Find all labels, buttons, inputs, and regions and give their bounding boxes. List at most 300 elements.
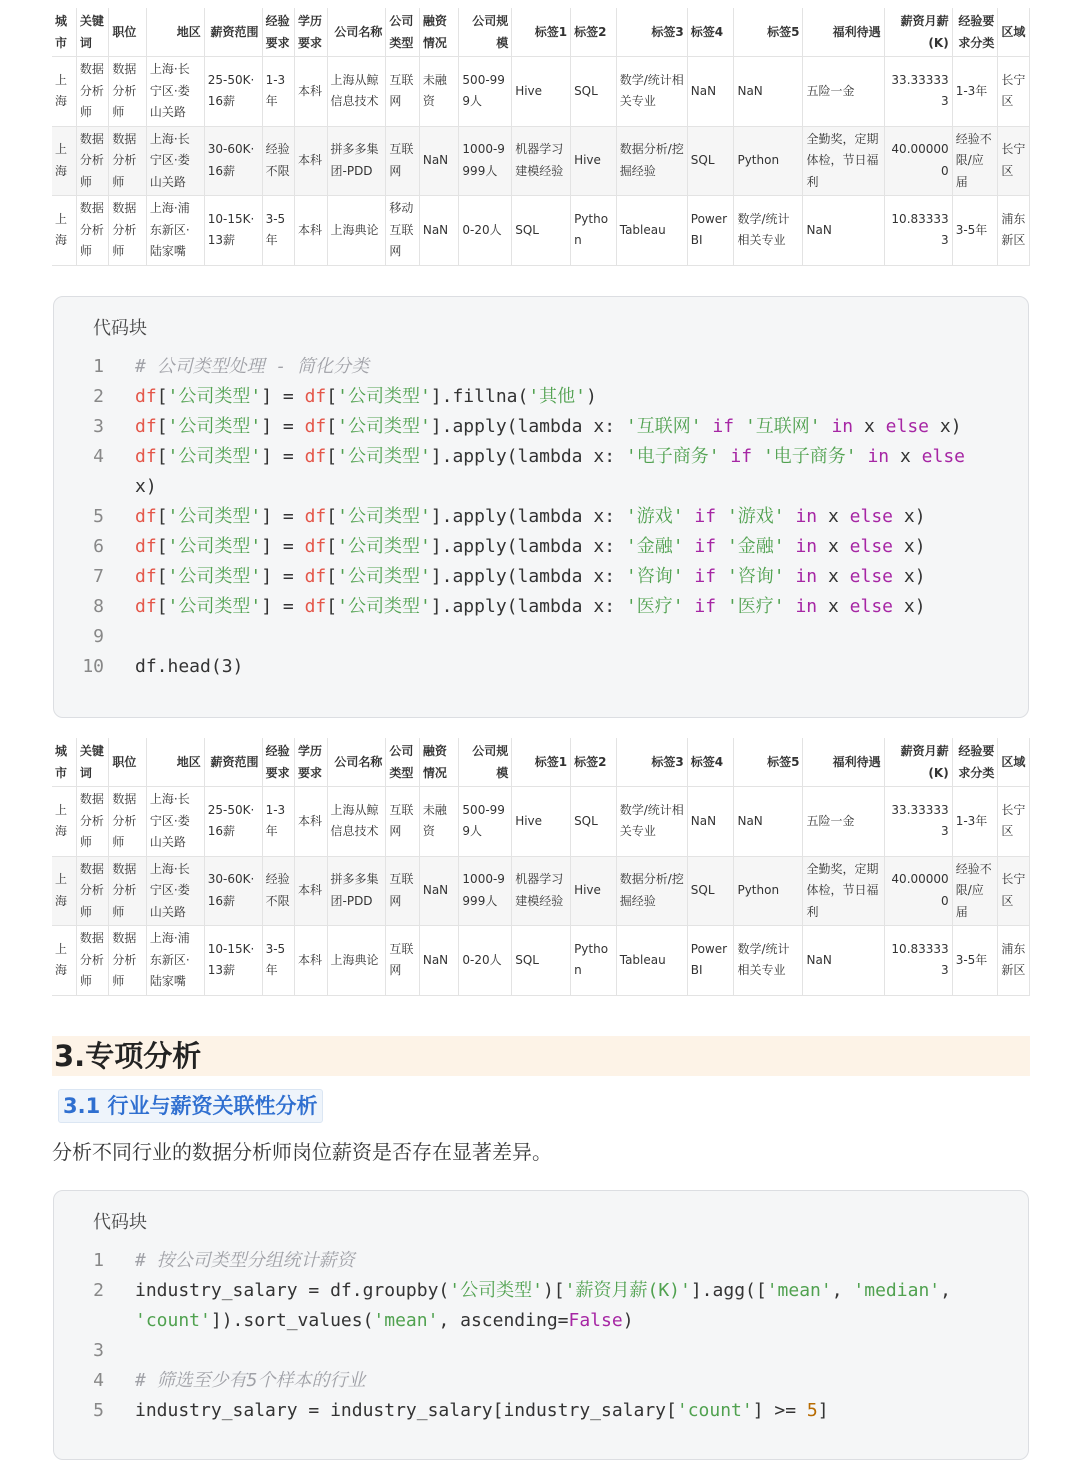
code-block-company-type bbox=[53, 296, 1029, 718]
code-line bbox=[54, 1246, 1028, 1276]
code-token: ].apply(lambda x: bbox=[430, 596, 626, 617]
code-token: '其他' bbox=[528, 386, 587, 407]
table-cell: 互联网 bbox=[386, 856, 419, 926]
table-cell: 40.000000 bbox=[884, 856, 952, 926]
code-token bbox=[785, 506, 796, 527]
code-token: in bbox=[795, 506, 818, 527]
code-token: x) bbox=[135, 446, 976, 497]
table-cell: NaN bbox=[687, 787, 734, 857]
table-cell: 全勤奖，定期体检，节日福利 bbox=[803, 126, 884, 196]
code-token bbox=[684, 506, 695, 527]
dataframe-table-2 bbox=[52, 738, 1030, 996]
table-cell: 33.333333 bbox=[884, 57, 952, 127]
code-token: ] = bbox=[261, 596, 305, 617]
table-cell: 30-60K·16薪 bbox=[204, 126, 262, 196]
code-token: ] = bbox=[261, 446, 305, 467]
table-cell: 互联网 bbox=[386, 126, 419, 196]
column-header: 标签1 bbox=[512, 738, 571, 787]
table-row bbox=[52, 787, 1030, 857]
table-cell: 本科 bbox=[295, 856, 327, 926]
code-token: 'count' bbox=[135, 1310, 211, 1331]
table-cell: 40.000000 bbox=[884, 126, 952, 196]
line-number: 9 bbox=[93, 626, 104, 647]
code-token: ].apply(lambda x: bbox=[430, 566, 626, 587]
table-cell: 经验不限/应届 bbox=[952, 126, 998, 196]
table-cell: 1-3年 bbox=[952, 57, 998, 127]
line-number: 1 bbox=[93, 1250, 104, 1271]
table-cell: SQL bbox=[512, 926, 571, 996]
code-token: x bbox=[853, 416, 886, 437]
code-token: , bbox=[831, 1280, 854, 1301]
code-text bbox=[135, 622, 995, 652]
code-token: '公司类型' bbox=[167, 386, 262, 407]
code-token: df bbox=[135, 386, 157, 407]
table-cell: 长宁区 bbox=[998, 787, 1030, 857]
column-header: 薪资月薪(K) bbox=[884, 8, 952, 57]
table-cell: 上海 bbox=[52, 57, 76, 127]
line-number: 2 bbox=[93, 1280, 104, 1301]
code-token: [ bbox=[326, 386, 338, 407]
code-token: '公司类型' bbox=[167, 506, 262, 527]
code-text bbox=[135, 562, 995, 592]
code-token: '公司类型' bbox=[337, 506, 431, 527]
code-token: else bbox=[921, 446, 966, 467]
table-cell: 上海 bbox=[52, 926, 76, 996]
code-token: if bbox=[694, 596, 717, 617]
dataframe-table-1 bbox=[52, 8, 1030, 266]
code-token: 'mean' bbox=[373, 1310, 439, 1331]
table-cell: 经验不限 bbox=[262, 126, 294, 196]
line-number: 5 bbox=[93, 1400, 104, 1421]
code-token bbox=[716, 536, 727, 557]
code-text bbox=[135, 532, 995, 562]
code-token: [ bbox=[156, 536, 168, 557]
code-token: in bbox=[795, 566, 818, 587]
code-token: '游戏' bbox=[625, 506, 684, 527]
table-cell: 上海典论 bbox=[327, 196, 386, 266]
table-cell: SQL bbox=[571, 787, 617, 857]
column-header: 经验要求 bbox=[262, 8, 294, 57]
line-number: 3 bbox=[93, 416, 104, 437]
table-cell: 互联网 bbox=[386, 57, 419, 127]
code-token: df bbox=[135, 566, 157, 587]
table-cell: 经验不限/应届 bbox=[952, 856, 998, 926]
code-token bbox=[684, 566, 695, 587]
table-cell: 数据分析师 bbox=[109, 57, 147, 127]
line-number: 3 bbox=[93, 1340, 104, 1361]
table-cell: 500-999人 bbox=[459, 57, 512, 127]
table-cell: 3-5年 bbox=[952, 926, 998, 996]
code-token: # 筛选至少有5个样本的行业 bbox=[135, 1370, 366, 1391]
code-text bbox=[135, 1366, 995, 1396]
table-row bbox=[52, 57, 1030, 127]
code-token: 'mean' bbox=[766, 1280, 832, 1301]
code-token: x) bbox=[893, 566, 926, 587]
table-cell: NaN bbox=[687, 57, 734, 127]
code-token: ] bbox=[817, 1400, 829, 1421]
column-header: 经验要求分类 bbox=[952, 738, 998, 787]
code-token: else bbox=[849, 506, 894, 527]
code-token: df bbox=[135, 446, 157, 467]
table-cell: 未融资 bbox=[419, 787, 459, 857]
table-row bbox=[52, 126, 1030, 196]
table-cell: 上海 bbox=[52, 196, 76, 266]
table-cell: 30-60K·16薪 bbox=[204, 856, 262, 926]
code-token: [ bbox=[326, 536, 338, 557]
code-line bbox=[54, 1336, 1028, 1366]
code-line bbox=[54, 1276, 1028, 1336]
table-cell: 全勤奖，定期体检，节日福利 bbox=[803, 856, 884, 926]
column-header: 融资情况 bbox=[419, 738, 459, 787]
code-token: '咨询' bbox=[726, 566, 785, 587]
code-text bbox=[135, 382, 995, 412]
code-token: '公司类型' bbox=[449, 1280, 543, 1301]
table-cell: 机器学习建模经验 bbox=[512, 126, 571, 196]
code-token: '薪资月薪(K)' bbox=[564, 1280, 691, 1301]
code-token: [ bbox=[156, 446, 168, 467]
code-token: in bbox=[831, 416, 854, 437]
column-header: 关键词 bbox=[76, 738, 108, 787]
code-token: ].apply(lambda x: bbox=[430, 536, 626, 557]
code-token: '公司类型' bbox=[337, 536, 431, 557]
code-token bbox=[716, 596, 727, 617]
code-token: , ascending= bbox=[438, 1310, 569, 1331]
code-token: '咨询' bbox=[625, 566, 684, 587]
code-block-title: 代码块 bbox=[93, 1212, 147, 1233]
column-header: 经验要求 bbox=[262, 738, 294, 787]
code-token: '公司类型' bbox=[337, 416, 431, 437]
code-token: ] = bbox=[261, 506, 305, 527]
code-token: ].apply(lambda x: bbox=[430, 506, 626, 527]
code-token: x) bbox=[929, 416, 962, 437]
code-token: # 按公司类型分组统计薪资 bbox=[135, 1250, 355, 1271]
table-cell: SQL bbox=[687, 856, 734, 926]
table-cell: Python bbox=[571, 926, 617, 996]
table-cell: 本科 bbox=[295, 57, 327, 127]
code-token: '公司类型' bbox=[167, 596, 262, 617]
code-token: '公司类型' bbox=[337, 446, 431, 467]
code-text bbox=[135, 412, 995, 442]
code-token: '公司类型' bbox=[167, 566, 262, 587]
code-text bbox=[135, 592, 995, 622]
code-token: ] = bbox=[261, 416, 305, 437]
table-cell: 移动互联网 bbox=[386, 196, 419, 266]
table-cell: 上海从鲸信息技术 bbox=[327, 57, 386, 127]
code-token: else bbox=[849, 566, 894, 587]
code-token: '公司类型' bbox=[337, 386, 431, 407]
table-cell: 数据分析师 bbox=[109, 926, 147, 996]
table-cell: 25-50K·16薪 bbox=[204, 57, 262, 127]
code-token: , bbox=[940, 1280, 962, 1301]
code-token bbox=[857, 446, 868, 467]
table-cell: SQL bbox=[512, 196, 571, 266]
table-cell: 互联网 bbox=[386, 926, 419, 996]
code-token: '金融' bbox=[625, 536, 684, 557]
table-cell: 数据分析师 bbox=[109, 856, 147, 926]
code-token bbox=[785, 596, 796, 617]
table-cell: Hive bbox=[571, 856, 617, 926]
code-token bbox=[720, 446, 731, 467]
table-row bbox=[52, 856, 1030, 926]
line-number: 5 bbox=[93, 506, 104, 527]
code-token: '公司类型' bbox=[167, 446, 262, 467]
column-header: 标签5 bbox=[734, 8, 803, 57]
code-text bbox=[135, 502, 995, 532]
code-token: df bbox=[304, 506, 327, 527]
code-line bbox=[54, 652, 1028, 682]
code-token: if bbox=[730, 446, 753, 467]
code-token: x bbox=[817, 596, 850, 617]
column-header: 区域 bbox=[998, 8, 1030, 57]
sub-heading: 3.1 行业与薪资关联性分析 bbox=[58, 1089, 323, 1123]
code-token: [ bbox=[326, 506, 338, 527]
table-cell: Power BI bbox=[687, 926, 734, 996]
line-number: 10 bbox=[82, 656, 104, 677]
table-cell: 拼多多集团-PDD bbox=[327, 856, 386, 926]
table-cell: SQL bbox=[687, 126, 734, 196]
table-cell: Python bbox=[734, 126, 803, 196]
table-cell: 长宁区 bbox=[998, 57, 1030, 127]
code-token: x) bbox=[893, 536, 926, 557]
column-header: 公司规模 bbox=[459, 738, 512, 787]
table-cell: 数据分析师 bbox=[109, 787, 147, 857]
code-token: x bbox=[817, 506, 850, 527]
table-cell: 上海·浦东新区·陆家嘴 bbox=[146, 926, 204, 996]
code-token: ] = bbox=[261, 566, 305, 587]
table-cell: 1-3年 bbox=[262, 787, 294, 857]
table-cell: 数学/统计相关专业 bbox=[616, 787, 687, 857]
code-token: 'median' bbox=[853, 1280, 941, 1301]
code-token: ]).sort_values( bbox=[210, 1310, 374, 1331]
table-cell: NaN bbox=[734, 787, 803, 857]
code-token: '游戏' bbox=[726, 506, 785, 527]
table-cell: 浦东新区 bbox=[998, 926, 1030, 996]
table-cell: 33.333333 bbox=[884, 787, 952, 857]
table-cell: 上海 bbox=[52, 856, 76, 926]
table-cell: NaN bbox=[803, 196, 884, 266]
table-cell: 数据分析师 bbox=[109, 126, 147, 196]
table-cell: 3-5年 bbox=[952, 196, 998, 266]
code-token: '医疗' bbox=[726, 596, 785, 617]
code-token: ].apply(lambda x: bbox=[430, 416, 626, 437]
column-header: 经验要求分类 bbox=[952, 8, 998, 57]
code-token: ) bbox=[586, 386, 597, 407]
table-cell: NaN bbox=[734, 57, 803, 127]
code-token: df.head(3) bbox=[135, 656, 244, 677]
column-header: 标签4 bbox=[687, 8, 734, 57]
code-token: 'count' bbox=[676, 1400, 753, 1421]
table-cell: 上海·长宁区·娄山关路 bbox=[146, 856, 204, 926]
table-cell: Hive bbox=[512, 57, 571, 127]
code-token: x bbox=[889, 446, 922, 467]
code-token: '医疗' bbox=[625, 596, 684, 617]
table-cell: 本科 bbox=[295, 196, 327, 266]
table-cell: 3-5年 bbox=[262, 926, 294, 996]
column-header: 薪资范围 bbox=[204, 8, 262, 57]
table-cell: 经验不限 bbox=[262, 856, 294, 926]
table-cell: 0-20人 bbox=[459, 196, 512, 266]
column-header: 职位 bbox=[109, 8, 147, 57]
line-number: 7 bbox=[93, 566, 104, 587]
table-cell: 1-3年 bbox=[262, 57, 294, 127]
code-token: x) bbox=[893, 596, 926, 617]
table-cell: 数学/统计相关专业 bbox=[734, 196, 803, 266]
code-token: ] = bbox=[261, 386, 305, 407]
code-token: df bbox=[304, 416, 327, 437]
code-token: df bbox=[304, 386, 327, 407]
column-header: 区域 bbox=[998, 738, 1030, 787]
table-cell: 3-5年 bbox=[262, 196, 294, 266]
column-header: 标签3 bbox=[616, 8, 687, 57]
code-token: df bbox=[135, 416, 157, 437]
code-block-industry-salary bbox=[53, 1190, 1029, 1460]
code-text bbox=[135, 1276, 995, 1336]
table-cell: 未融资 bbox=[419, 57, 459, 127]
code-token: '公司类型' bbox=[337, 566, 431, 587]
code-text bbox=[135, 1396, 995, 1426]
code-token: df bbox=[304, 536, 327, 557]
code-token: '金融' bbox=[726, 536, 785, 557]
column-header: 职位 bbox=[109, 738, 147, 787]
table-cell: 本科 bbox=[295, 787, 327, 857]
column-header: 城市 bbox=[52, 738, 76, 787]
code-token: '互联网' bbox=[744, 416, 821, 437]
table-cell: 10.833333 bbox=[884, 196, 952, 266]
code-token: 5 bbox=[806, 1400, 818, 1421]
code-token: [ bbox=[156, 386, 168, 407]
table-cell: 上海·长宁区·娄山关路 bbox=[146, 787, 204, 857]
code-line bbox=[54, 352, 1028, 382]
code-line bbox=[54, 592, 1028, 622]
code-token: False bbox=[568, 1310, 623, 1331]
code-token: ) bbox=[622, 1310, 634, 1331]
table-cell: 1000-9999人 bbox=[459, 126, 512, 196]
code-token bbox=[785, 536, 796, 557]
code-token: industry_salary = df.groupby( bbox=[135, 1280, 450, 1301]
code-token: df bbox=[304, 596, 327, 617]
table-cell: 10-15K·13薪 bbox=[204, 196, 262, 266]
code-token: else bbox=[849, 536, 894, 557]
code-token: x bbox=[817, 536, 850, 557]
table-row bbox=[52, 196, 1030, 266]
code-token: if bbox=[694, 566, 717, 587]
column-header: 地区 bbox=[146, 738, 204, 787]
table-cell: NaN bbox=[419, 126, 459, 196]
column-header: 标签2 bbox=[571, 738, 617, 787]
code-line bbox=[54, 1396, 1028, 1426]
code-token: '电子商务' bbox=[625, 446, 720, 467]
code-line bbox=[54, 622, 1028, 652]
column-header: 公司规模 bbox=[459, 8, 512, 57]
table-cell: NaN bbox=[419, 196, 459, 266]
code-token: else bbox=[885, 416, 930, 437]
code-line bbox=[54, 502, 1028, 532]
code-token: [ bbox=[326, 566, 338, 587]
table-cell: 长宁区 bbox=[998, 856, 1030, 926]
table-cell: 25-50K·16薪 bbox=[204, 787, 262, 857]
table-cell: 数学/统计相关专业 bbox=[734, 926, 803, 996]
table-cell: Hive bbox=[571, 126, 617, 196]
code-text bbox=[135, 352, 995, 382]
code-token: ] = bbox=[261, 536, 305, 557]
code-text bbox=[135, 442, 995, 502]
column-header: 标签2 bbox=[571, 8, 617, 57]
table-row bbox=[52, 926, 1030, 996]
table-cell: Python bbox=[734, 856, 803, 926]
table-cell: 10-15K·13薪 bbox=[204, 926, 262, 996]
code-token: ] >= bbox=[752, 1400, 807, 1421]
table-cell: NaN bbox=[803, 926, 884, 996]
table-cell: 上海·长宁区·娄山关路 bbox=[146, 126, 204, 196]
code-token: df bbox=[135, 506, 157, 527]
column-header: 融资情况 bbox=[419, 8, 459, 57]
line-number: 4 bbox=[93, 446, 104, 467]
code-token: [ bbox=[326, 596, 338, 617]
column-header: 学历要求 bbox=[295, 738, 327, 787]
table-cell: 上海 bbox=[52, 126, 76, 196]
table-cell: 数学/统计相关专业 bbox=[616, 57, 687, 127]
column-header: 薪资月薪(K) bbox=[884, 738, 952, 787]
code-token: ].agg([ bbox=[690, 1280, 767, 1301]
code-token bbox=[821, 416, 832, 437]
code-token: '电子商务' bbox=[762, 446, 857, 467]
table-cell: 上海典论 bbox=[327, 926, 386, 996]
table-cell: 数据分析师 bbox=[76, 926, 108, 996]
table-cell: Python bbox=[571, 196, 617, 266]
table-cell: 500-999人 bbox=[459, 787, 512, 857]
line-number: 6 bbox=[93, 536, 104, 557]
code-token bbox=[752, 446, 763, 467]
table-cell: 1-3年 bbox=[952, 787, 998, 857]
column-header: 薪资范围 bbox=[204, 738, 262, 787]
code-token: '互联网' bbox=[625, 416, 702, 437]
table-cell: SQL bbox=[571, 57, 617, 127]
table-cell: NaN bbox=[419, 856, 459, 926]
column-header: 标签1 bbox=[512, 8, 571, 57]
section-paragraph: 分析不同行业的数据分析师岗位薪资是否存在显著差异。 bbox=[52, 1140, 552, 1164]
table-cell: NaN bbox=[419, 926, 459, 996]
code-token: '公司类型' bbox=[337, 596, 431, 617]
code-text bbox=[135, 1336, 995, 1366]
code-token: else bbox=[849, 596, 894, 617]
table-cell: 上海 bbox=[52, 787, 76, 857]
line-number: 4 bbox=[93, 1370, 104, 1391]
column-header: 公司类型 bbox=[386, 738, 419, 787]
table-cell: 数据分析/挖掘经验 bbox=[616, 856, 687, 926]
code-token: # 公司类型处理 - 简化分类 bbox=[135, 356, 370, 377]
code-line bbox=[54, 562, 1028, 592]
code-token: [ bbox=[156, 596, 168, 617]
table-cell: 本科 bbox=[295, 926, 327, 996]
column-header: 公司类型 bbox=[386, 8, 419, 57]
code-token: [ bbox=[326, 446, 338, 467]
code-token: df bbox=[135, 596, 157, 617]
table-cell: 机器学习建模经验 bbox=[512, 856, 571, 926]
code-token bbox=[734, 416, 745, 437]
table-cell: 上海·长宁区·娄山关路 bbox=[146, 57, 204, 127]
column-header: 学历要求 bbox=[295, 8, 327, 57]
table-cell: 拼多多集团-PDD bbox=[327, 126, 386, 196]
table-cell: 数据分析师 bbox=[76, 126, 108, 196]
table-cell: 数据分析师 bbox=[109, 196, 147, 266]
code-token bbox=[785, 566, 796, 587]
table-cell: 长宁区 bbox=[998, 126, 1030, 196]
code-token: ].apply(lambda x: bbox=[430, 446, 626, 467]
code-text bbox=[135, 652, 995, 682]
column-header: 福利待遇 bbox=[803, 8, 884, 57]
table-cell: 五险一金 bbox=[803, 57, 884, 127]
table-cell: 互联网 bbox=[386, 787, 419, 857]
